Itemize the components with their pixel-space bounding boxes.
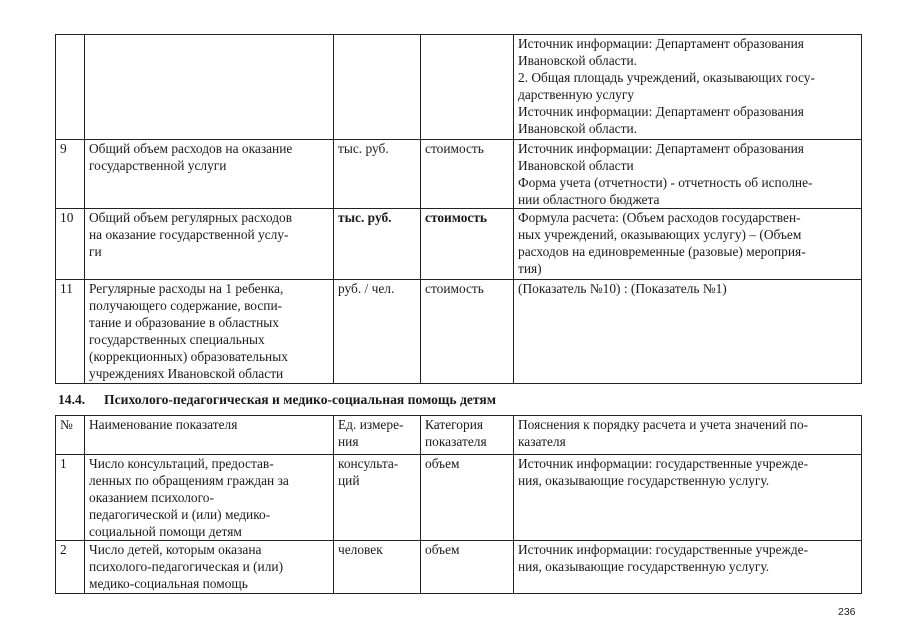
calculation-explanation: (Показатель №10) : (Показатель №1) (514, 280, 862, 384)
header-indicator-name: Наименование показателя (85, 416, 334, 455)
row-number: 9 (56, 140, 85, 209)
calculation-explanation: Источник информации: государственные учрежде- ния, оказывающие государственную услугу. (514, 541, 862, 594)
indicator-category: стоимость (421, 280, 514, 384)
section-heading (58, 392, 496, 408)
indicator-name: Регулярные расходы на 1 ребенка, получающего содержание, воспи- тание и образование в областных государственных специальных (коррекционных) образовательных учреждениях Ивановской области (85, 280, 334, 384)
indicators-table-continued (55, 34, 862, 384)
row-number: 2 (56, 541, 85, 594)
unit-of-measure: руб. / чел. (334, 280, 421, 384)
unit-of-measure: человек (334, 541, 421, 594)
row-number (56, 35, 85, 140)
table-row (56, 541, 862, 594)
indicator-category: объем (421, 541, 514, 594)
calculation-explanation: Источник информации: Департамент образования Ивановской области. 2. Общая площадь учреждений, оказывающих госу- дарственную услугу Источник информации: Департамент образования Ивановской области. (514, 35, 862, 140)
header-category: Категория показателя (421, 416, 514, 455)
table-row (56, 209, 862, 280)
unit-of-measure: консульта- ций (334, 455, 421, 541)
table-row (56, 280, 862, 384)
calculation-explanation: Источник информации: Департамент образования Ивановской области Форма учета (отчетности) - отчетность об исполне- нии областного бюджета (514, 140, 862, 209)
unit-of-measure: тыс. руб. (334, 209, 421, 280)
unit-of-measure (334, 35, 421, 140)
section-number: 14.4. (58, 392, 86, 407)
indicator-name: Число детей, которым оказана психолого-педагогическая и (или) медико-социальная помощь (85, 541, 334, 594)
calculation-explanation: Формула расчета: (Объем расходов государствен- ных учреждений, оказывающих услугу) – (Объем расходов на единовременные (разовые) мероприя- тия) (514, 209, 862, 280)
header-unit: Ед. измере- ния (334, 416, 421, 455)
header-number: № (56, 416, 85, 455)
indicator-name: Общий объем расходов на оказание государственной услуги (85, 140, 334, 209)
indicator-category: объем (421, 455, 514, 541)
indicator-category: стоимость (421, 140, 514, 209)
calculation-explanation: Источник информации: государственные учрежде- ния, оказывающие государственную услугу. (514, 455, 862, 541)
table-row (56, 140, 862, 209)
header-explanation: Пояснения к порядку расчета и учета значений по- казателя (514, 416, 862, 455)
indicator-category (421, 35, 514, 140)
indicators-table-section-14-4 (55, 415, 862, 594)
unit-of-measure: тыс. руб. (334, 140, 421, 209)
page-number: 236 (838, 606, 856, 618)
indicator-name: Число консультаций, предостав- ленных по обращениям граждан за оказанием психолого- педагогической и (или) медико- социальной помощи детям (85, 455, 334, 541)
indicator-category: стоимость (421, 209, 514, 280)
row-number: 11 (56, 280, 85, 384)
table-header-row (56, 416, 862, 455)
section-title: Психолого-педагогическая и медико-социальная помощь детям (104, 392, 496, 407)
row-number: 1 (56, 455, 85, 541)
indicator-name: Общий объем регулярных расходов на оказание государственной услу- ги (85, 209, 334, 280)
indicator-name (85, 35, 334, 140)
table-row (56, 35, 862, 140)
row-number: 10 (56, 209, 85, 280)
table-row (56, 455, 862, 541)
